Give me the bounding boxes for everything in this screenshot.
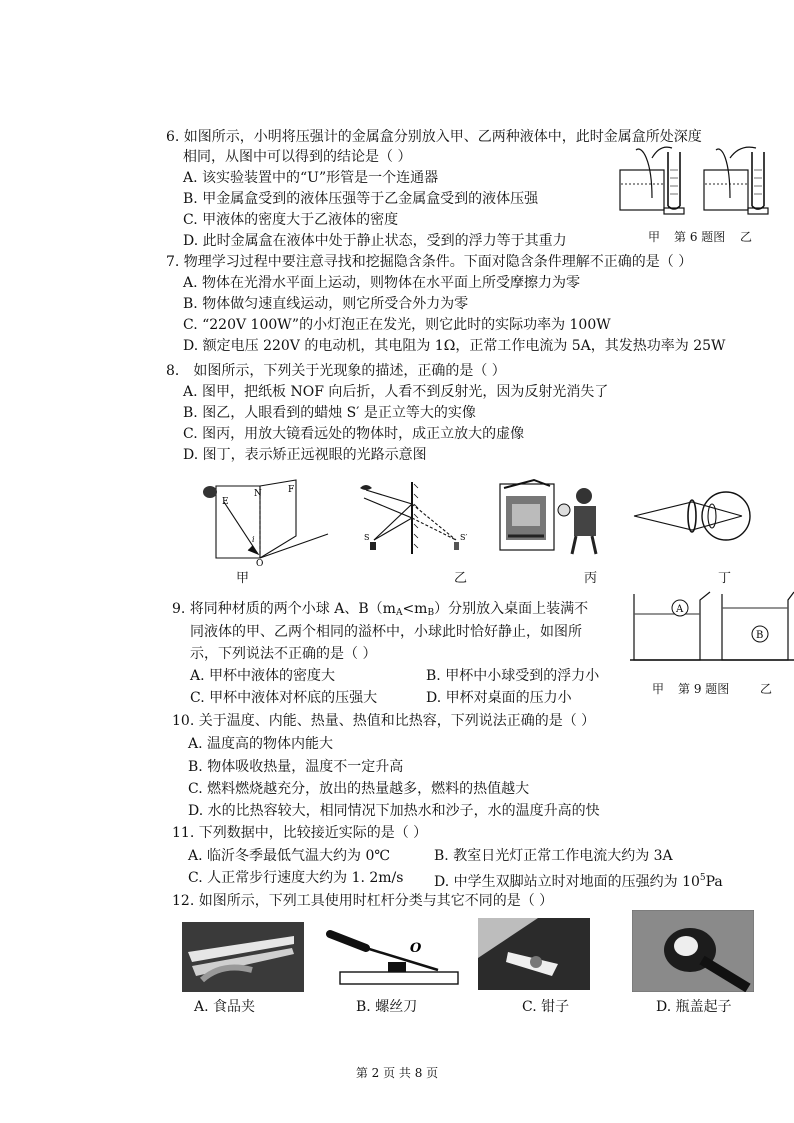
q6-fig-caption: 第 6 题图 <box>674 230 726 244</box>
q8-label-e: E <box>222 497 229 507</box>
q12-photo-pliers <box>478 918 590 990</box>
eye-icon <box>203 486 217 498</box>
q8-fig-eye-lens-diagram <box>630 488 766 544</box>
q8-label-f: F <box>288 485 295 495</box>
q11-option-d-pre: D. 中学生双脚站立时对地面的压强约为 10 <box>434 874 700 890</box>
q12-fulcrum-label: O <box>410 941 422 956</box>
q8-fig-reflection-board <box>196 478 336 566</box>
q8-label-n: N <box>254 489 262 499</box>
q8-fig-plane-mirror <box>356 478 472 558</box>
q8-fig-caption-2: 乙 <box>454 571 468 586</box>
q6-stem-line1: 6. 如图所示，小明将压强计的金属盒分别放入甲、乙两种液体中，此时金属盒所处深度 <box>166 129 702 145</box>
q7-option-a: A. 物体在光滑水平面上运动，则物体在水平面上所受摩擦力为零 <box>183 275 581 291</box>
q8-option-c: C. 图丙，用放大镜看远处的物体时，成正立放大的虚像 <box>183 426 525 442</box>
q12-option-d: D. 瓶盖起子 <box>656 999 732 1015</box>
q8-option-b: B. 图乙，人眼看到的蜡烛 S′ 是正立等大的实像 <box>183 405 476 421</box>
q9-overflow-cups-figure <box>630 590 794 666</box>
q9-option-d: D. 甲杯对桌面的压力小 <box>426 690 572 706</box>
q10-stem: 10. 关于温度、内能、热量、热值和比热容，下列说法正确的是（ ） <box>172 713 596 729</box>
q8-fig-caption-3: 丙 <box>584 571 598 586</box>
q10-option-a: A. 温度高的物体内能大 <box>188 736 334 752</box>
q9-ball-b-label: B <box>756 630 764 641</box>
q11-option-c: C. 人正常步行速度大约为 1. 2m/s <box>188 870 404 886</box>
q6-option-b: B. 甲金属盒受到的液体压强等于乙金属盒受到的液体压强 <box>183 191 539 207</box>
q6-stem-line2: 相同，从图中可以得到的结论是（ ） <box>183 149 412 165</box>
candle-icon <box>370 542 376 550</box>
q12-photo-screwdriver <box>326 922 460 990</box>
q9-stem-line3: 示，下列说法不正确的是（ ） <box>190 646 377 662</box>
page-footer: 第 2 页 共 8 页 <box>355 1066 439 1080</box>
q7-option-b: B. 物体做匀速直线运动，则它所受合外力为零 <box>183 296 469 312</box>
q9-option-b: B. 甲杯中小球受到的浮力小 <box>426 668 600 684</box>
q9-stem-line2: 同液体的甲、乙两个相同的溢杯中，小球此时恰好静止，如图所 <box>190 624 582 640</box>
q12-option-a: A. 食品夹 <box>194 999 256 1015</box>
q7-stem: 7. 物理学习过程中要注意寻找和挖掘隐含条件。下面对隐含条件理解不正确的是（ ） <box>166 254 693 270</box>
q6-option-c: C. 甲液体的密度大于乙液体的密度 <box>183 212 399 228</box>
magnifier-icon <box>558 504 570 516</box>
q8-fig-caption-1: 甲 <box>236 571 250 586</box>
eye-icon <box>360 485 372 490</box>
q9-option-a: A. 甲杯中液体的密度大 <box>190 668 336 684</box>
q9-sub-b: B <box>427 608 435 618</box>
q12-option-b: B. 螺丝刀 <box>356 999 418 1015</box>
q10-option-b: B. 物体吸收热量，温度不一定升高 <box>188 759 404 775</box>
q11-option-d <box>434 869 723 891</box>
q9-stem-post: ）分别放入桌面上装满不 <box>434 601 589 617</box>
q10-option-c: C. 燃料燃烧越充分，放出的热量越多，燃料的热值越大 <box>188 781 530 797</box>
q8-fig-magnifier-scene <box>494 476 612 556</box>
q10-option-d: D. 水的比热容较大，相同情况下加热水和沙子，水的温度升高的快 <box>188 803 600 819</box>
q9-stem-pre: 9. 将同种材质的两个小球 A、B（m <box>172 601 396 617</box>
q11-option-b: B. 教室日光灯正常工作电流大约为 3A <box>434 848 673 864</box>
q12-photo-food-tongs <box>182 922 304 992</box>
q11-option-a: A. 临沂冬季最低气温大约为 0℃ <box>188 848 391 864</box>
q8-label-o: O <box>256 559 264 566</box>
q6-option-d: D. 此时金属盒在液体中处于静止状态，受到的浮力等于其重力 <box>183 233 567 249</box>
q7-option-c: C. “220V 100W”的小灯泡正在发光，则它此时的实际功率为 100W <box>183 317 611 333</box>
q11-option-d-post: Pa <box>705 874 723 890</box>
q6-pressure-gauge-figure <box>612 140 772 220</box>
q8-label-i: i <box>252 535 255 544</box>
q11-option-d-sup: 5 <box>699 873 706 883</box>
q9-stem-line1 <box>172 600 588 622</box>
q11-stem: 11. 下列数据中，比较接近实际的是（ ） <box>172 825 428 841</box>
q6-fig-label-left: 甲 <box>648 230 661 244</box>
q8-option-a: A. 图甲，把纸板 NOF 向后折，人看不到反射光，因为反射光消失了 <box>183 384 609 400</box>
q9-sub-a: A <box>395 608 403 618</box>
candle-image-icon <box>454 542 459 550</box>
q9-fig-label-left: 甲 <box>652 682 665 696</box>
q8-fig-caption-4: 丁 <box>718 571 732 586</box>
q12-stem: 12. 如图所示，下列工具使用时杠杆分类与其它不同的是（ ） <box>172 893 554 909</box>
q6-fig-label-right: 乙 <box>740 230 753 244</box>
q9-stem-mid: <m <box>402 601 428 617</box>
q12-option-c: C. 钳子 <box>522 999 570 1015</box>
q12-photo-bottle-opener <box>632 910 754 992</box>
q9-ball-a-label: A <box>676 604 684 615</box>
q9-fig-caption: 第 9 题图 <box>678 682 730 696</box>
q8-label-s-prime: S′ <box>460 533 468 542</box>
q9-fig-label-right: 乙 <box>760 682 773 696</box>
q9-option-c: C. 甲杯中液体对杯底的压强大 <box>190 690 378 706</box>
q8-option-d: D. 图丁，表示矫正远视眼的光路示意图 <box>183 447 427 463</box>
boy-head-icon <box>576 488 592 504</box>
q8-stem: 8． 如图所示，下列关于光现象的描述，正确的是（ ） <box>166 363 506 379</box>
q6-option-a: A. 该实验装置中的“U”形管是一个连通器 <box>183 170 439 186</box>
q7-option-d: D. 额定电压 220V 的电动机，其电阻为 1Ω，正常工作电流为 5A，其发热功率为 25W <box>183 338 726 354</box>
q8-label-s: S <box>364 533 370 542</box>
